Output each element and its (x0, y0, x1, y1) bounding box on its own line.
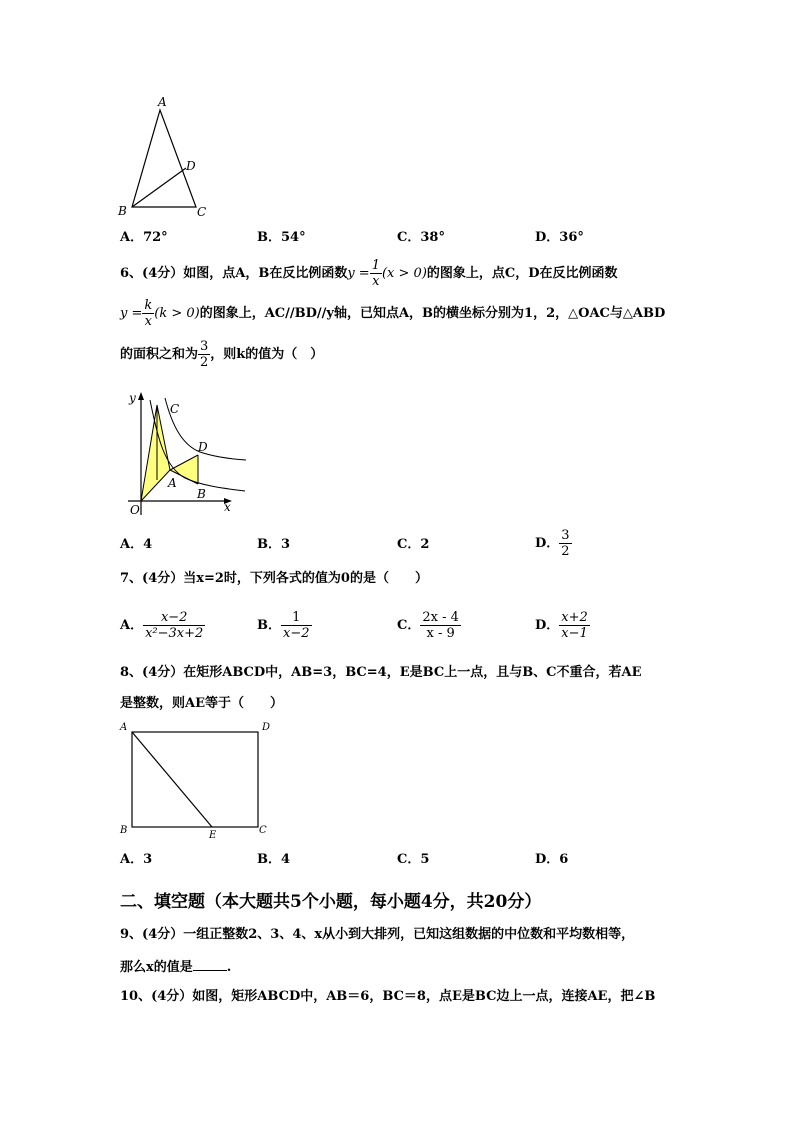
q7-stem: 7、(4分）当x=2时，下列各式的值为0的是（ ） (120, 571, 428, 586)
q9-answer-blank[interactable] (193, 957, 227, 971)
q6-label-y: y (129, 391, 136, 405)
q6-stem-line3: 的面积之和为 $\frac{3}{2}$ ，则k的值为（ ） (120, 339, 324, 370)
q6-stem-line1: 6、(4分）如图，点A，B在反比例函数y = $\frac{1}{x}$ (x > 0)的图象上，点C，D在反比例函数 (120, 258, 618, 289)
q8-stem-line2: 是整数，则AE等于（ ） (120, 696, 283, 711)
q5-option-a[interactable]: A．72° (120, 230, 168, 245)
q6-label-c: C (170, 402, 180, 416)
q6-label-a: A (168, 476, 177, 490)
q6-option-a[interactable]: A．4 (120, 537, 153, 552)
q8-label-a: A (120, 722, 128, 733)
q6-label-x: x (224, 500, 231, 514)
q6-label-d: D (198, 440, 208, 454)
q7-option-c[interactable]: C． $\frac{2x - 4}{x - 9}$ (397, 610, 459, 641)
q8-option-d[interactable]: D．6 (535, 852, 569, 867)
q9-stem-line1: 9、(4分）一组正整数2、3、4、x从小到大排列，已知这组数据的中位数和平均数相等， (120, 927, 635, 942)
q8-option-b[interactable]: B．4 (257, 852, 291, 867)
q6-option-b[interactable]: B．3 (257, 537, 291, 552)
q5-label-b: B (118, 204, 127, 218)
q6-label-o: O (130, 503, 140, 517)
q6-stem-line2: y = $\frac{k}{x}$ (k > 0)的图象上，AC//BD//y轴，已知点A，B的横坐标分别为1，2，△OAC与△ABD (120, 298, 666, 329)
q7-option-a[interactable]: A． $\frac{x-2}{\text{x²−3x+2}}$ (120, 610, 204, 641)
q8-label-e: E (209, 830, 217, 841)
q5-option-d[interactable]: D．36° (535, 230, 584, 245)
q8-label-d: D (262, 722, 271, 733)
q5-option-b[interactable]: B．54° (257, 230, 306, 245)
q9-stem-line2: 那么x的值是 . (120, 957, 231, 977)
q8-option-a[interactable]: A．3 (120, 852, 153, 867)
q7-option-b[interactable]: B． $\frac{1}{x-2}$ (257, 610, 310, 641)
q5-label-c: C (197, 205, 207, 219)
q5-label-d: D (186, 159, 196, 173)
q7-option-d[interactable]: D． $\frac{x+2}{x-1}$ (535, 610, 588, 641)
q6-option-d[interactable]: D． $\frac{3}{2}$ (535, 528, 570, 559)
q6-option-c[interactable]: C．2 (397, 537, 430, 552)
q5-label-a: A (158, 95, 167, 109)
q8-option-c[interactable]: C．5 (397, 852, 430, 867)
q10-stem-line1: 10、(4分）如图，矩形ABCD中，AB＝6，BC＝8，点E是BC边上一点，连接AE，把∠B (120, 989, 656, 1004)
q8-stem-line1: 8、(4分）在矩形ABCD中，AB=3，BC=4，E是BC上一点，且与B、C不重合，若AE (120, 665, 642, 680)
q8-label-b: B (120, 825, 128, 836)
q8-label-c: C (259, 825, 267, 836)
section-title-fill-in: 二、填空题（本大题共5个小题，每小题4分，共20分） (120, 892, 542, 912)
q6-label-b: B (197, 487, 206, 501)
q5-option-c[interactable]: C．38° (397, 230, 445, 245)
